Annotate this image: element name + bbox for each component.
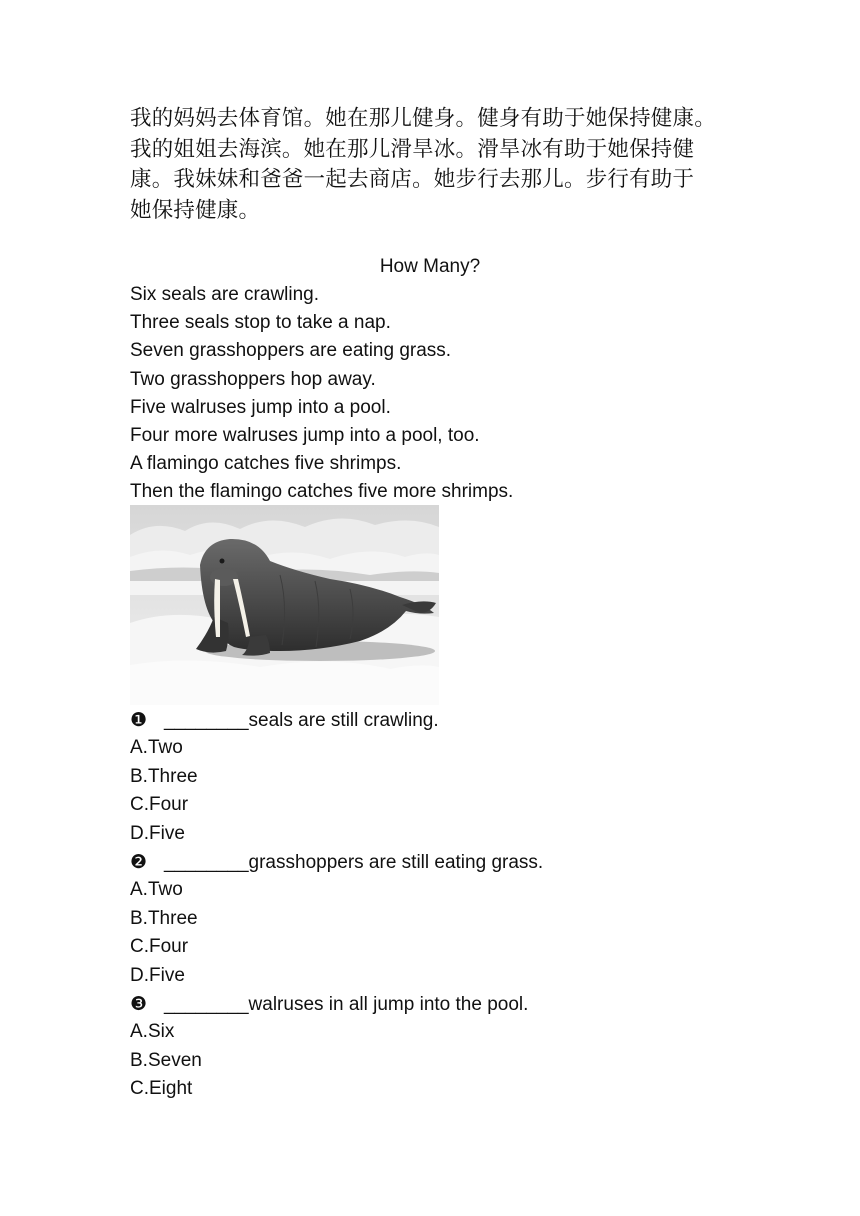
story-line: Five walruses jump into a pool. (130, 396, 391, 418)
answer-option: C.Four (130, 936, 189, 958)
answer-option: D.Five (130, 822, 185, 844)
chinese-line: 她保持健康。 (130, 197, 261, 223)
question-number: ❷ (130, 850, 148, 873)
answer-option: B.Three (130, 765, 198, 787)
questions (130, 706, 543, 1103)
story-line: A flamingo catches five shrimps. (130, 453, 402, 475)
chinese-line: 我的妈妈去体育馆。她在那儿健身。健身有助于她保持健康。 (130, 106, 716, 131)
answer-option: A.Two (130, 737, 183, 759)
story-line: Two grasshoppers hop away. (130, 368, 376, 390)
question-number: ❸ (130, 992, 148, 1015)
chinese-line: 我的姐姐去海滨。她在那儿滑旱冰。滑旱冰有助于她保持健 (130, 136, 695, 162)
answer-option: C.Four (130, 794, 189, 816)
answer-option: B.Three (130, 907, 198, 929)
story-line: Seven grasshoppers are eating grass. (130, 340, 452, 362)
answer-option: D.Five (130, 964, 185, 986)
story-line: Six seals are crawling. (130, 284, 320, 305)
story-text (130, 281, 513, 507)
answer-option: C.Eight (130, 1078, 193, 1100)
story-title: How Many? (379, 256, 481, 277)
question-stem (130, 706, 543, 734)
question-number: ❶ (130, 709, 148, 731)
story-line: Then the flamingo catches five more shrimps. (130, 481, 514, 503)
chinese-line: 康。我妹妹和爸爸一起去商店。她步行去那儿。步行有助于 (130, 167, 695, 192)
question-text: ________grasshoppers are still eating grass. (164, 851, 544, 873)
walrus-photo (130, 505, 439, 705)
answer-option: A.Six (130, 1021, 175, 1043)
answer-option: B.Seven (130, 1049, 202, 1071)
chinese-paragraph (130, 104, 730, 226)
question-stem (130, 848, 543, 876)
story-line: Three seals stop to take a nap. (130, 312, 391, 334)
story-line: Four more walruses jump into a pool, too. (130, 424, 480, 446)
question-stem (130, 990, 543, 1018)
question-text: ________walruses in all jump into the pool. (164, 993, 529, 1015)
question-text: ________seals are still crawling. (164, 710, 439, 731)
answer-option: A.Two (130, 879, 183, 901)
